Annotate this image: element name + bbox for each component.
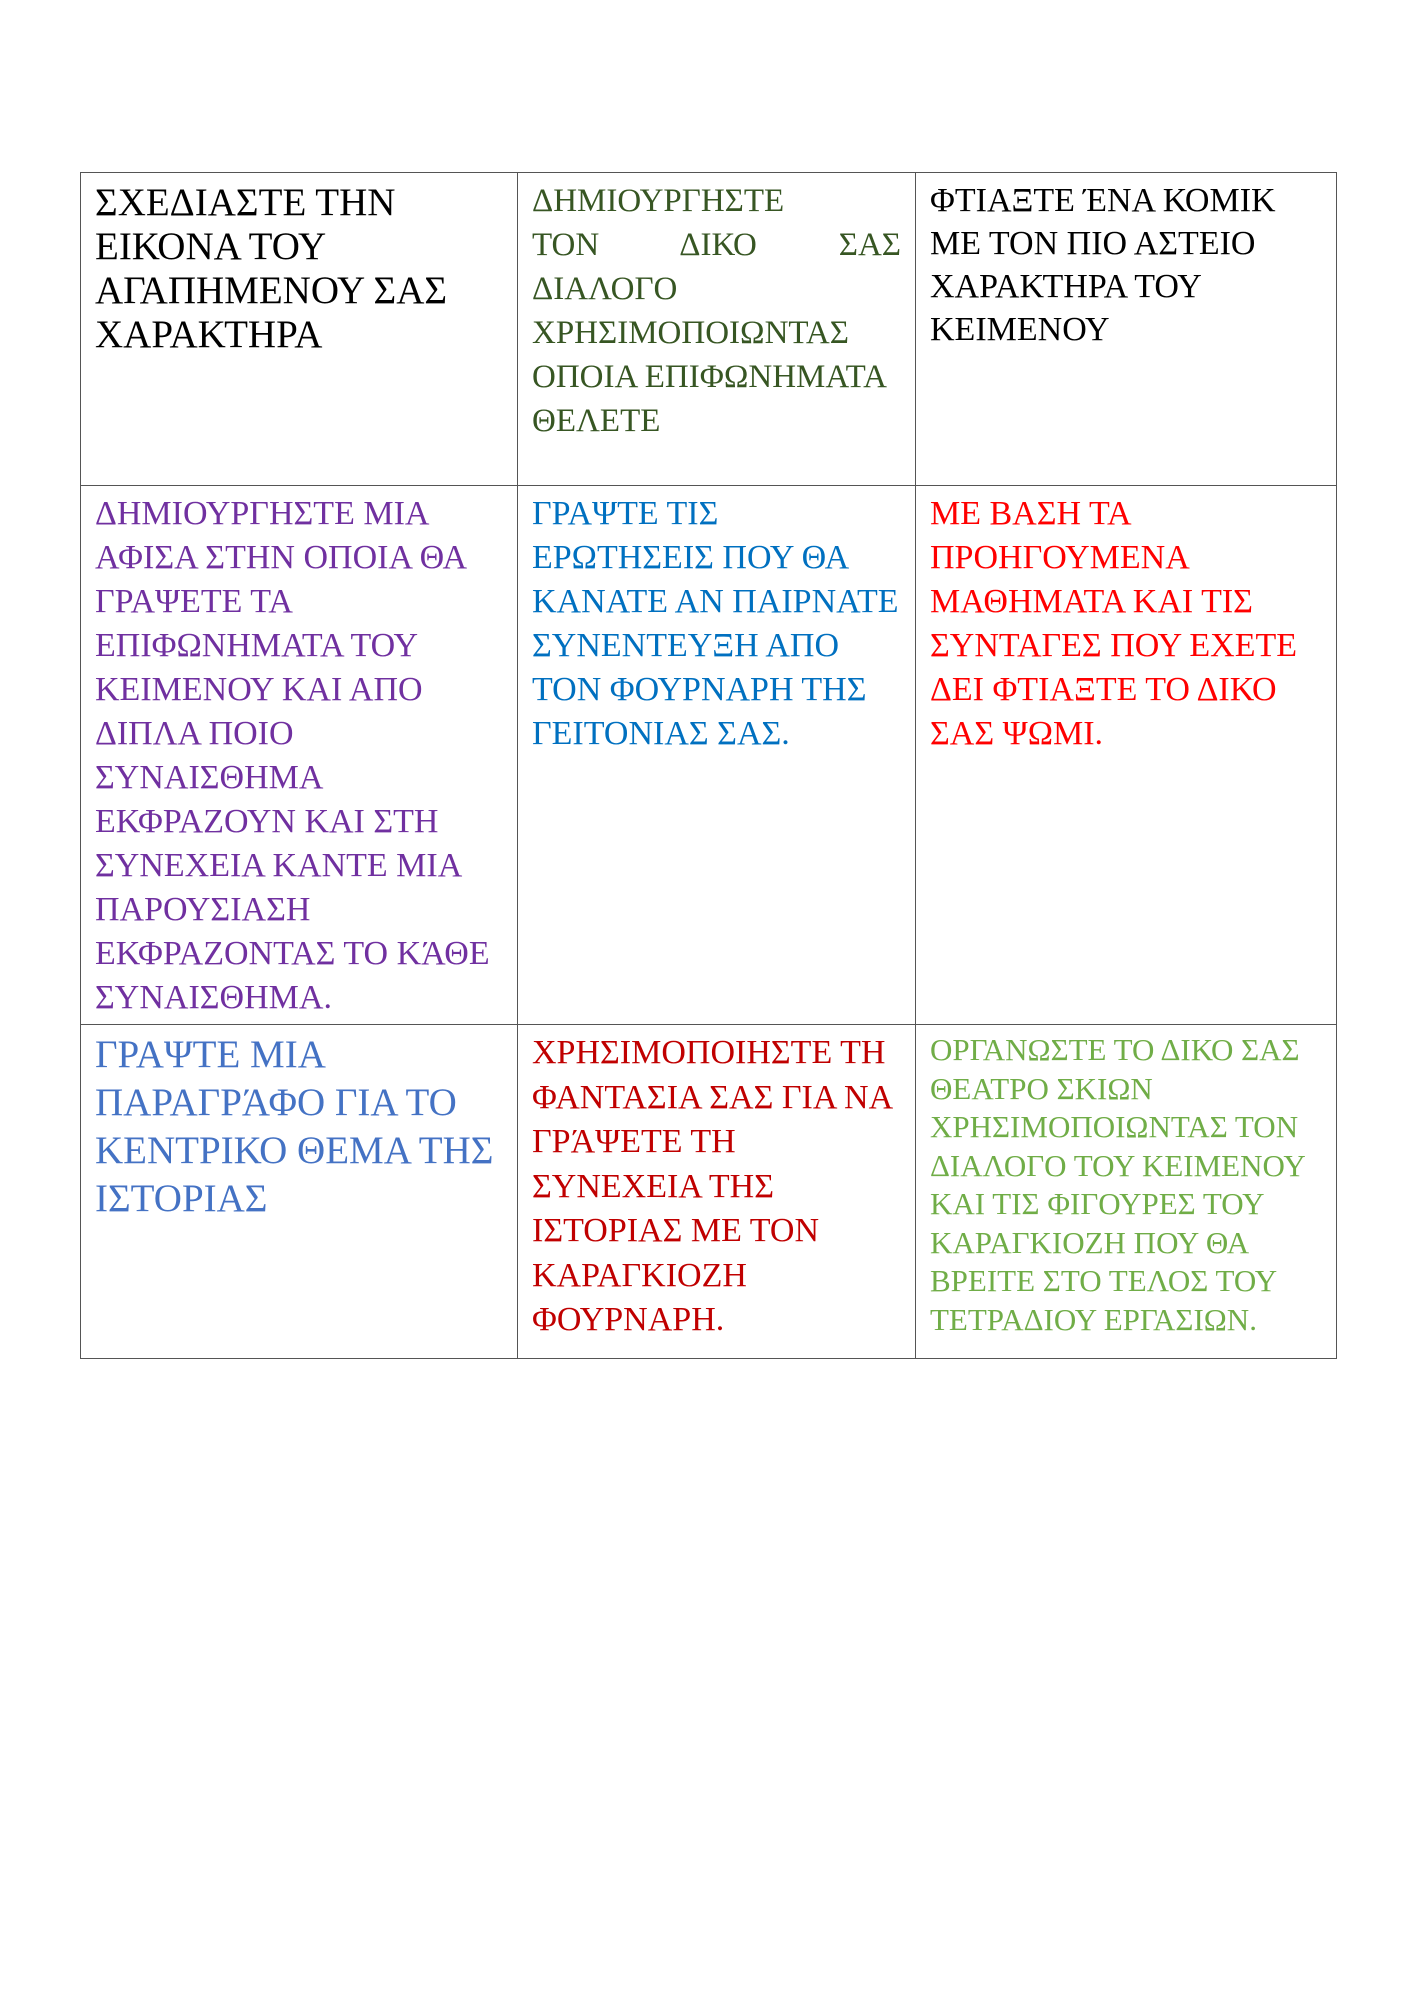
table-row <box>81 1025 1337 1359</box>
table-cell <box>518 486 916 1025</box>
activity-create-dialogue <box>532 179 901 443</box>
table-cell <box>81 173 518 486</box>
table-cell <box>518 1025 916 1359</box>
activity-draw-favorite-character: ΣΧΕΔΙΑΣΤΕ ΤΗΝ ΕΙΚΟΝΑ ΤΟΥ ΑΓΑΠΗΜΕΝΟΥ ΣΑΣ ΧΑΡΑΚΤΗΡΑ <box>95 181 448 356</box>
table-cell <box>518 173 916 486</box>
table-row <box>81 486 1337 1025</box>
activity-create-dialogue-line-1: ΔΗΜΙΟΥΡΓΗΣΤΕ <box>532 183 785 219</box>
table-cell <box>81 1025 518 1359</box>
table-cell <box>916 173 1337 486</box>
activity-make-bread: ΜΕ ΒΑΣΗ ΤΑ ΠΡΟΗΓΟΥΜΕΝΑ ΜΑΘΗΜΑΤΑ ΚΑΙ ΤΙΣ ΣΥΝΤΑΓΕΣ ΠΟΥ ΕΧΕΤΕ ΔΕΙ ΦΤΙΑΞΤΕ ΤΟ ΔΙΚΟ ΣΑΣ ΨΩΜΙ. <box>930 495 1298 752</box>
table-cell <box>81 486 518 1025</box>
activity-create-poster: ΔΗΜΙΟΥΡΓΗΣΤΕ ΜΙΑ ΑΦΙΣΑ ΣΤΗΝ ΟΠΟΙΑ ΘΑ ΓΡΑΨΕΤΕ ΤΑ ΕΠΙΦΩΝΗΜΑΤΑ ΤΟΥ ΚΕΙΜΕΝΟΥ ΚΑΙ ΑΠΟ ΔΙΠΛΑ ΠΟΙΟ ΣΥΝΑΙΣΘΗΜΑ ΕΚΦΡΑΖΟΥΝ ΚΑΙ ΣΤΗ ΣΥΝΕΧΕΙΑ ΚΑΝΤΕ ΜΙΑ ΠΑΡΟΥΣΙΑΣΗ ΕΚΦΡΑΖΟΝΤΑΣ ΤΟ ΚΆΘΕ ΣΥΝΑΙΣΘΗΜΑ. <box>95 495 490 1016</box>
table-cell <box>916 1025 1337 1359</box>
table-row <box>81 173 1337 486</box>
activity-table <box>80 172 1337 1359</box>
activity-shadow-theatre: ΟΡΓΑΝΩΣΤΕ ΤΟ ΔΙΚΟ ΣΑΣ ΘΕΑΤΡΟ ΣΚΙΩΝ ΧΡΗΣΙΜΟΠΟΙΩΝΤΑΣ ΤΟΝ ΔΙΑΛΟΓΟ ΤΟΥ ΚΕΙΜΕΝΟΥ ΚΑΙ ΤΙΣ ΦΙΓΟΥΡΕΣ ΤΟΥ ΚΑΡΑΓΚΙΟΖΗ ΠΟΥ ΘΑ ΒΡΕΙΤΕ ΣΤΟ ΤΕΛΟΣ ΤΟΥ ΤΕΤΡΑΔΙΟΥ ΕΡΓΑΣΙΩΝ. <box>930 1032 1305 1337</box>
activity-create-dialogue-line-2: ΤΟΝ ΔΙΚΟ ΣΑΣ <box>532 227 901 263</box>
activity-create-dialogue-line-3: ΔΙΑΛΟΓΟ ΧΡΗΣΙΜΟΠΟΙΩΝΤΑΣ ΟΠΟΙΑ ΕΠΙΦΩΝΗΜΑΤΑ ΘΕΛΕΤΕ <box>532 271 886 439</box>
activity-make-comic: ΦΤΙΑΞΤΕ ΈΝΑ ΚΟΜΙΚ ΜΕ ΤΟΝ ΠΙΟ ΑΣΤΕΙΟ ΧΑΡΑΚΤΗΡΑ ΤΟΥ ΚΕΙΜΕΝΟΥ <box>930 182 1276 348</box>
activity-write-interview-questions: ΓΡΑΨΤΕ ΤΙΣ ΕΡΩΤΗΣΕΙΣ ΠΟΥ ΘΑ ΚΑΝΑΤΕ ΑΝ ΠΑΙΡΝΑΤΕ ΣΥΝΕΝΤΕΥΞΗ ΑΠΟ ΤΟΝ ΦΟΥΡΝΑΡΗ ΤΗΣ ΓΕΙΤΟΝΙΑΣ ΣΑΣ. <box>532 495 899 752</box>
activity-write-paragraph: ΓΡΑΨΤΕ ΜΙΑ ΠΑΡΑΓΡΆΦΟ ΓΙΑ ΤΟ ΚΕΝΤΡΙΚΟ ΘΕΜΑ ΤΗΣ ΙΣΤΟΡΙΑΣ <box>95 1033 494 1220</box>
activity-write-story-continuation: ΧΡΗΣΙΜΟΠΟΙΗΣΤΕ ΤΗ ΦΑΝΤΑΣΙΑ ΣΑΣ ΓΙΑ ΝΑ ΓΡΆΨΕΤΕ ΤΗ ΣΥΝΕΧΕΙΑ ΤΗΣ ΙΣΤΟΡΙΑΣ ΜΕ ΤΟΝ ΚΑΡΑΓΚΙΟΖΗ ΦΟΥΡΝΑΡΗ. <box>532 1034 892 1338</box>
table-cell <box>916 486 1337 1025</box>
